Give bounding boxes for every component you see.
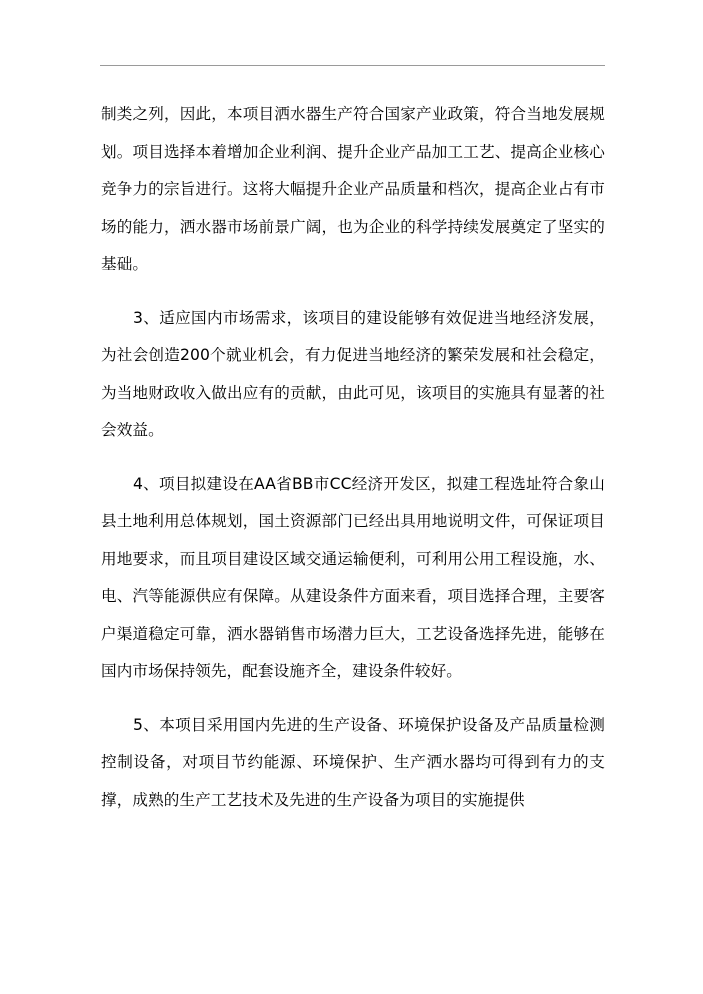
paragraph-5: 5、本项目采用国内先进的生产设备、环境保护设备及产品质量检测控制设备，对项目节约能源、环境保护、生产洒水器均可得到有力的支撑，成熟的生产工艺技术及先进的生产设备为项目的实施提供 xyxy=(101,715,605,809)
document-body xyxy=(101,96,605,819)
paragraph-4: 4、项目拟建设在AA省BB市CC经济开发区，拟建工程选址符合象山县土地利用总体规划，国土资源部门已经出具用地说明文件，可保证项目用地要求，而且项目建设区域交通运输便利，可利用公用工程设施，水、电、汽等能源供应有保障。从建设条件方面来看，项目选择合理，主要客户渠道稳定可靠，洒水器销售市场潜力巨大，工艺设备选择先进，能够在国内市场保持领先，配套设施齐全，建设条件较好。 xyxy=(101,474,605,680)
header-rule xyxy=(100,65,605,66)
paragraph-continuation: 制类之列，因此，本项目洒水器生产符合国家产业政策，符合当地发展规划。项目选择本着增加企业利润、提升企业产品加工工艺、提高企业核心竞争力的宗旨进行。这将大幅提升企业产品质量和档次，提高企业占有市场的能力，洒水器市场前景广阔，也为企业的科学持续发展奠定了坚实的基础。 xyxy=(101,105,605,273)
paragraph-3: 3、适应国内市场需求，该项目的建设能够有效促进当地经济发展，为社会创造200个就业机会，有力促进当地经济的繁荣发展和社会稳定，为当地财政收入做出应有的贡献，由此可见，该项目的实施具有显著的社会效益。 xyxy=(101,308,605,439)
